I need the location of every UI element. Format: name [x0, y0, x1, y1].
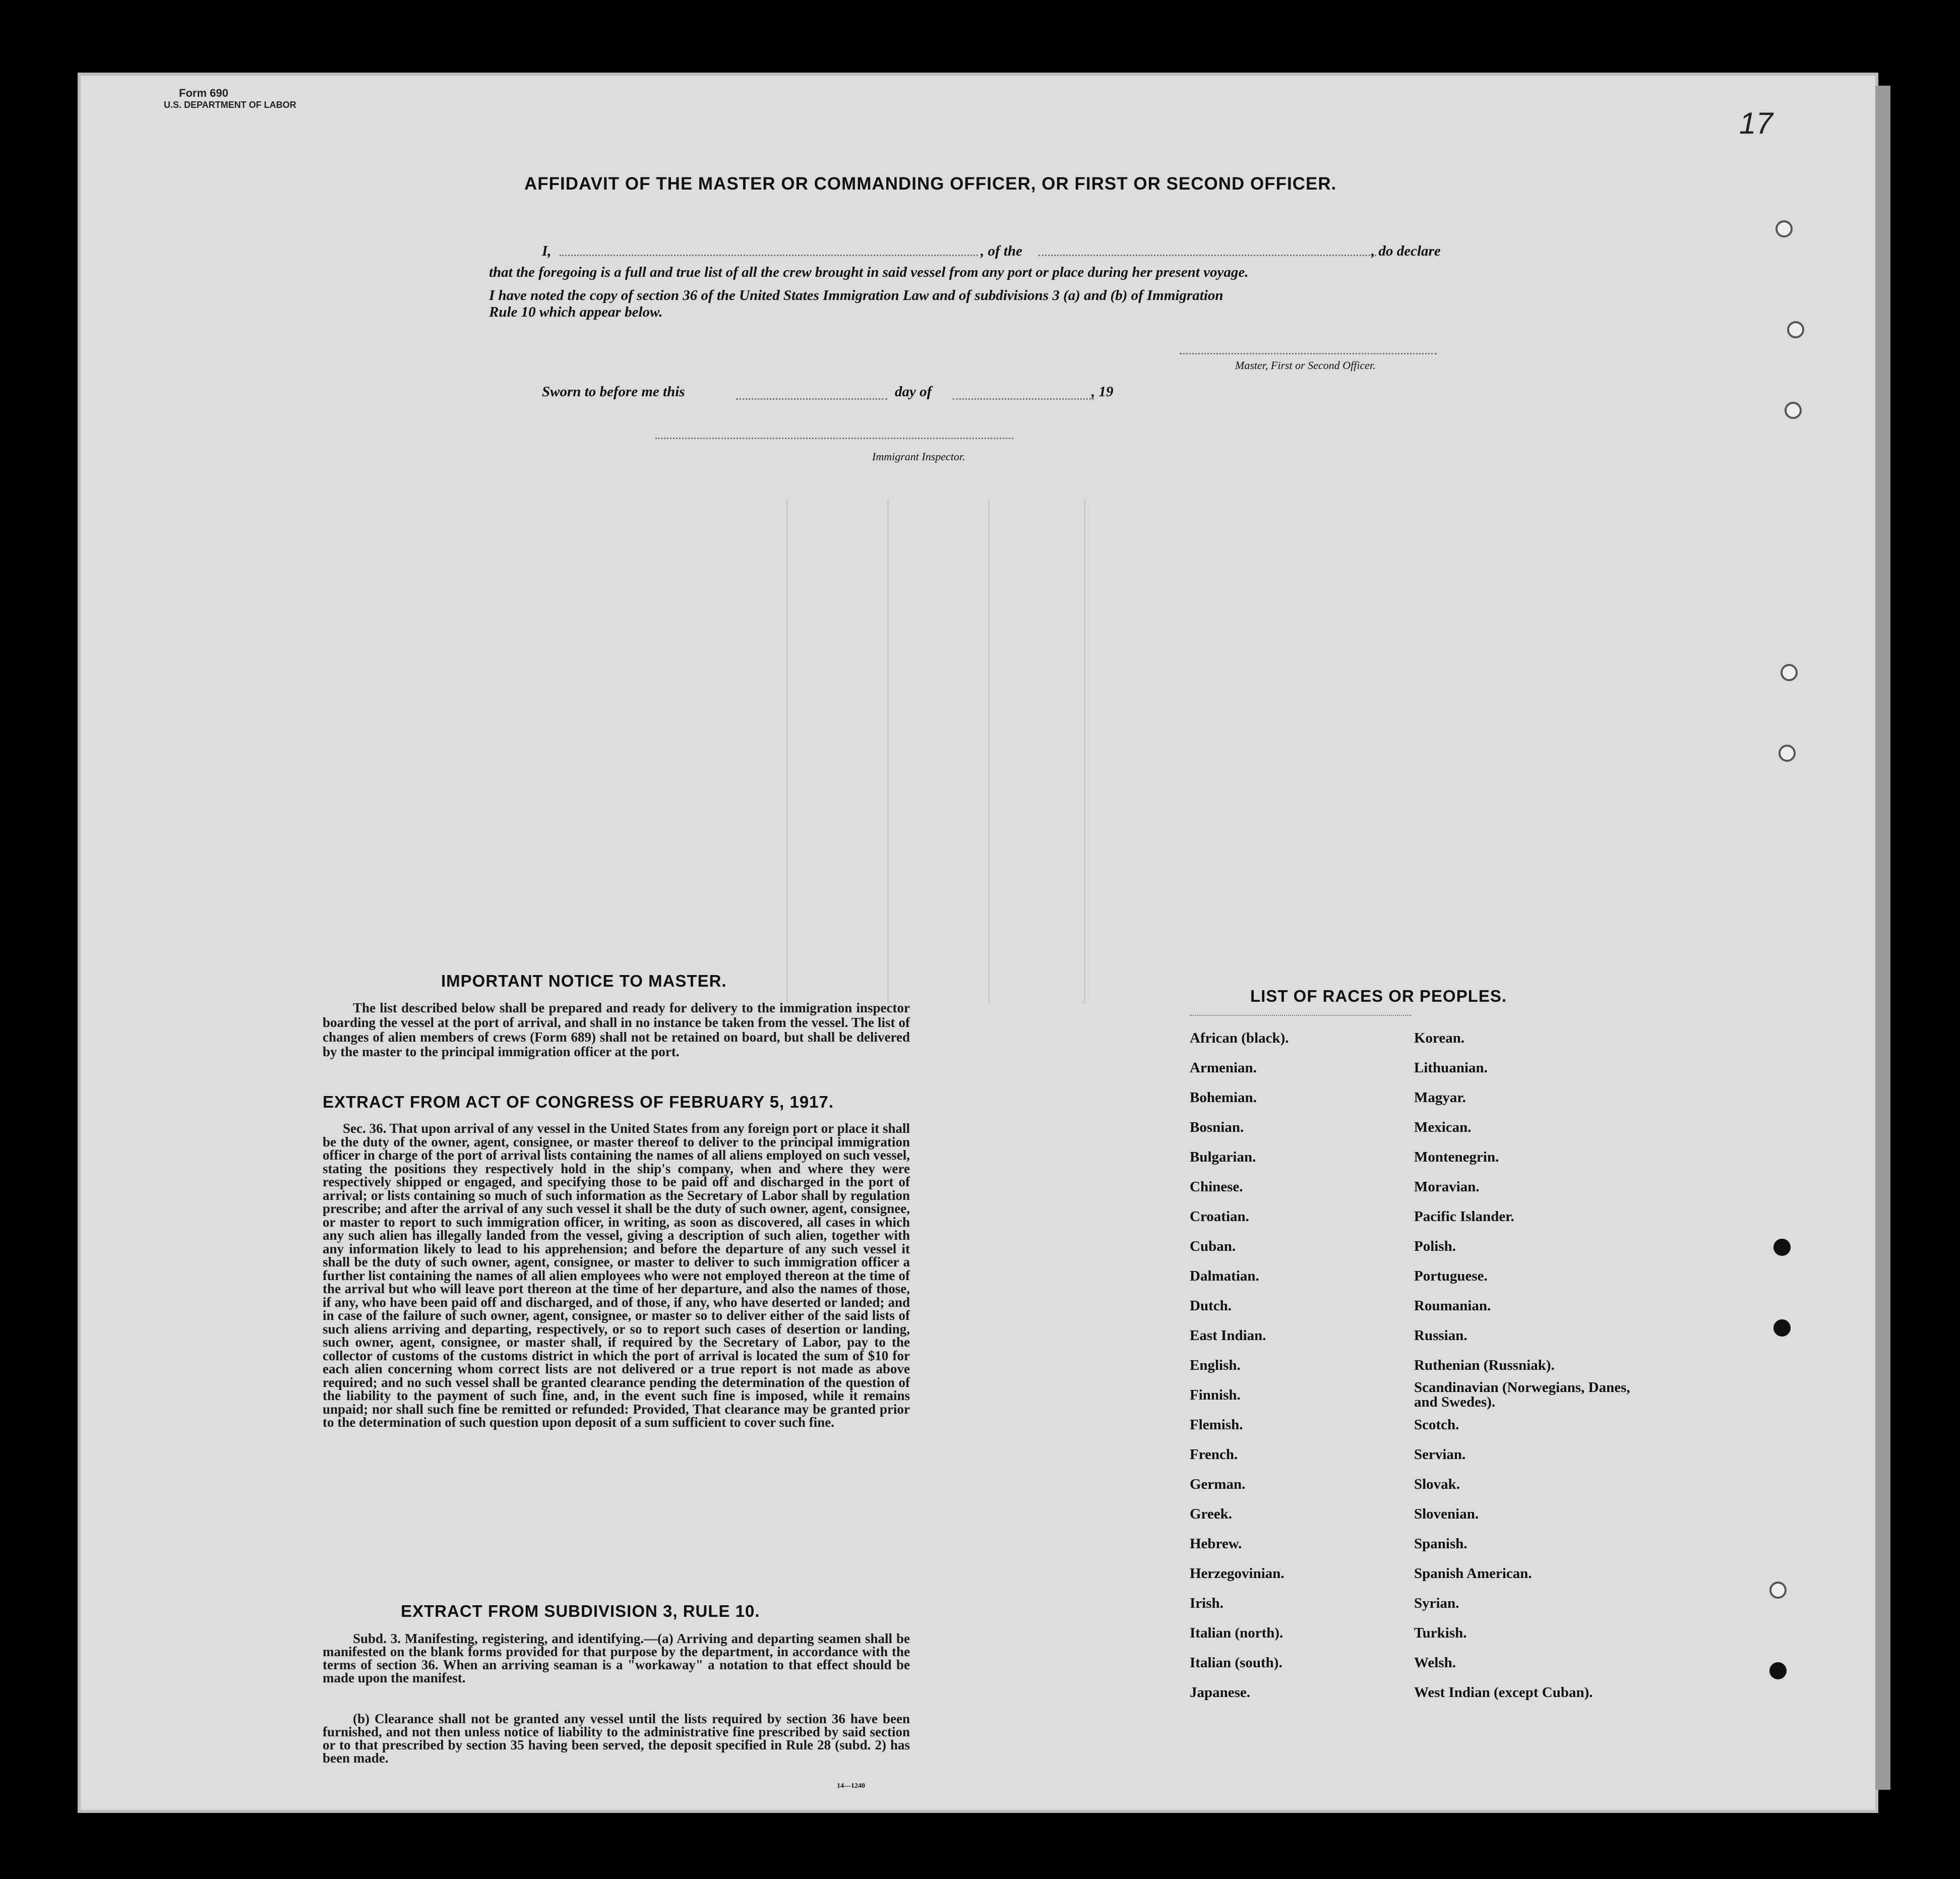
punch-hole	[1773, 1319, 1791, 1337]
race-item: Servian.	[1414, 1446, 1466, 1463]
bleed-line	[988, 499, 990, 1003]
affidavit-of-the: , of the	[981, 243, 1022, 259]
race-item: Roumanian.	[1414, 1298, 1491, 1314]
race-item: Dutch.	[1190, 1298, 1232, 1314]
punch-hole	[1775, 220, 1793, 237]
race-item: Bulgarian.	[1190, 1149, 1256, 1165]
race-item: West Indian (except Cuban).	[1414, 1684, 1593, 1701]
affidavit-line-4: Rule 10 which appear below.	[489, 304, 663, 320]
notice-title: IMPORTANT NOTICE TO MASTER.	[441, 972, 727, 990]
bleed-line	[887, 499, 889, 1003]
day-of-label: day of	[895, 384, 932, 400]
race-item: Spanish American.	[1414, 1565, 1532, 1582]
race-item: Montenegrin.	[1414, 1149, 1499, 1165]
race-item: Bohemian.	[1190, 1089, 1257, 1106]
page-edge	[1875, 86, 1890, 1790]
bleed-line	[1084, 499, 1085, 1003]
affidavit-i-label: I,	[542, 243, 552, 259]
extract-act-text: Sec. 36. That upon arrival of any vessel in the United States from any foreign port or place it shall be the duty of the owner, agent, consignee, or master thereof to deliver to the principal immigration officer in charge of the port of arrival lists containing the names of all aliens employed on such vessel, stating the positions they respectively hold in the ship's company, when and where they were respectively shipped or engaged, and specifying those to be paid off and discharged in the port of arrival; or lists containing so much of such information as the Secretary of Labor shall by regulation prescribe; and after the arrival of any such vessel it shall be the duty of such owner, agent, consignee, or master to report to such immigration officer, in writing, as soon as discovered, all cases in which any such alien has illegally landed from the vessel, giving a description of such alien, together with any information likely to lead to his apprehension; and before the departure of any such vessel it shall be the duty of such owner, agent, consignee, or master to deliver to such immigration officer a further list containing the names of all alien employees who were not employed thereon at the time of the arrival but who will leave port thereon at the time of her departure, and also the names of those, if any, who have been paid off and discharged, and of those, if any, who have deserted or landed; and in case of the failure of such owner, agent, consignee, or master so to deliver either of the said lists of such aliens arriving and departing, respectively, or so to report such cases of desertion or landing, such owner, agent, consignee, or master shall, if required by the Secretary of Labor, pay to the collector of customs of the customs district in which the port of arrival is located the sum of $10 for each alien concerning whom correct lists are not delivered or a true report is not made as above required; and no such vessel shall be granted clearance pending the determination of the question of the liability to the payment of such fine, and, in the event such fine is imposed, while it remains unpaid; nor shall such fine be remitted or refunded: Provided, That clearance may be granted prior to the determination of such question upon deposit of a sum sufficient to cover such fine.	[323, 1121, 910, 1430]
affidavit-line-3: I have noted the copy of section 36 of the United States Immigration Law and of subdivisions 3 (a) and (b) of Immigration	[489, 287, 1223, 304]
affidavit-title: AFFIDAVIT OF THE MASTER OR COMMANDING OFFICER, OR FIRST OR SECOND OFFICER.	[524, 174, 1337, 194]
race-item: Hebrew.	[1190, 1536, 1242, 1552]
punch-hole	[1769, 1662, 1787, 1679]
race-item: Irish.	[1190, 1595, 1223, 1611]
race-item: Portuguese.	[1414, 1268, 1488, 1284]
extract-rule-title: EXTRACT FROM SUBDIVISION 3, RULE 10.	[401, 1602, 760, 1620]
race-item: Greek.	[1190, 1506, 1233, 1522]
extract-act-title: EXTRACT FROM ACT OF CONGRESS OF FEBRUARY 5, 1917.	[323, 1093, 834, 1111]
race-item: Herzegovinian.	[1190, 1565, 1284, 1582]
race-item: Welsh.	[1414, 1655, 1456, 1671]
vessel-blank	[1038, 255, 1376, 256]
races-title: LIST OF RACES OR PEOPLES.	[1250, 987, 1507, 1005]
race-item: Slovak.	[1414, 1476, 1460, 1492]
name-blank	[560, 255, 978, 256]
races-left-column	[1190, 1023, 1406, 1708]
race-item: Lithuanian.	[1414, 1060, 1488, 1076]
affidavit-declare: , do declare	[1371, 243, 1441, 259]
race-item: Dalmatian.	[1190, 1268, 1259, 1284]
bleed-line	[786, 499, 788, 1003]
inspector-label: Immigrant Inspector.	[872, 450, 965, 463]
signature-blank	[1180, 353, 1437, 354]
race-item: Russian.	[1414, 1327, 1467, 1344]
race-item: Flemish.	[1190, 1417, 1243, 1433]
race-item: Ruthenian (Russniak).	[1414, 1357, 1555, 1373]
day-blank	[736, 398, 887, 400]
race-item: Cuban.	[1190, 1238, 1236, 1254]
punch-hole	[1785, 402, 1802, 419]
print-code: 14—1240	[837, 1782, 865, 1790]
race-item: French.	[1190, 1446, 1238, 1463]
page-number: 17	[1739, 106, 1773, 140]
race-item: African (black).	[1190, 1030, 1289, 1046]
notice-text: The list described below shall be prepared and ready for delivery to the immigration inspector boarding the vessel at the port of arrival, and shall in no instance be taken from the vessel. The list of changes of alien members of crews (Form 689) shall not be retained on board, but shall be delivered by the master to the principal immigration officer at the port.	[323, 1000, 910, 1059]
sworn-label: Sworn to before me this	[542, 384, 685, 400]
race-item: Italian (south).	[1190, 1655, 1282, 1671]
punch-hole	[1787, 321, 1804, 338]
race-item: Magyar.	[1414, 1089, 1466, 1106]
race-item: Slovenian.	[1414, 1506, 1479, 1522]
race-item: Bosnian.	[1190, 1119, 1244, 1135]
race-item: Mexican.	[1414, 1119, 1472, 1135]
inspector-blank	[655, 438, 1013, 439]
form-number: Form 690	[179, 87, 228, 99]
extract-rule-text-b: (b) Clearance shall not be granted any vessel until the lists required by section 36 have been furnished, and not then unless notice of liability to the administrative fine prescribed by said section or to that prescribed by section 35 having been served, the deposit specified in Rule 28 (subd. 2) has been made.	[323, 1711, 910, 1766]
race-item: Scandinavian (Norwegians, Danes, and Swedes).	[1414, 1379, 1630, 1410]
race-item: Syrian.	[1414, 1595, 1459, 1611]
department-label: U.S. DEPARTMENT OF LABOR	[164, 100, 296, 110]
race-item: Croatian.	[1190, 1208, 1249, 1225]
month-blank	[953, 398, 1094, 400]
race-item: Korean.	[1414, 1030, 1465, 1046]
punch-hole	[1773, 1239, 1791, 1256]
punch-hole	[1781, 664, 1798, 681]
race-item: Scotch.	[1414, 1417, 1459, 1433]
race-item: Polish.	[1414, 1238, 1456, 1254]
race-item: Chinese.	[1190, 1179, 1243, 1195]
race-item: Armenian.	[1190, 1060, 1257, 1076]
race-item: Turkish.	[1414, 1625, 1467, 1641]
master-label: Master, First or Second Officer.	[1235, 359, 1376, 372]
punch-hole	[1779, 745, 1796, 762]
race-item: German.	[1190, 1476, 1246, 1492]
race-item: Finnish.	[1190, 1387, 1241, 1403]
race-item: Spanish.	[1414, 1536, 1467, 1552]
punch-hole	[1769, 1582, 1787, 1599]
races-rule	[1190, 1015, 1412, 1016]
race-item: Moravian.	[1414, 1179, 1480, 1195]
extract-rule-text-a: Subd. 3. Manifesting, registering, and identifying.—(a) Arriving and departing seamen shall be manifested on the blank forms provided for that purpose by the department, in accordance with the terms of section 36. When an arriving seaman is a "workaway" a notation to that effect should be made upon the manifest.	[323, 1631, 910, 1685]
race-item: East Indian.	[1190, 1327, 1266, 1344]
race-item: English.	[1190, 1357, 1241, 1373]
races-right-column	[1414, 1023, 1636, 1708]
affidavit-line-2: that the foregoing is a full and true list of all the crew brought in said vessel from any port or place during her present voyage.	[489, 264, 1249, 280]
race-item: Italian (north).	[1190, 1625, 1283, 1641]
year-label: , 19	[1091, 384, 1114, 400]
race-item: Japanese.	[1190, 1684, 1251, 1701]
race-item: Pacific Islander.	[1414, 1208, 1514, 1225]
